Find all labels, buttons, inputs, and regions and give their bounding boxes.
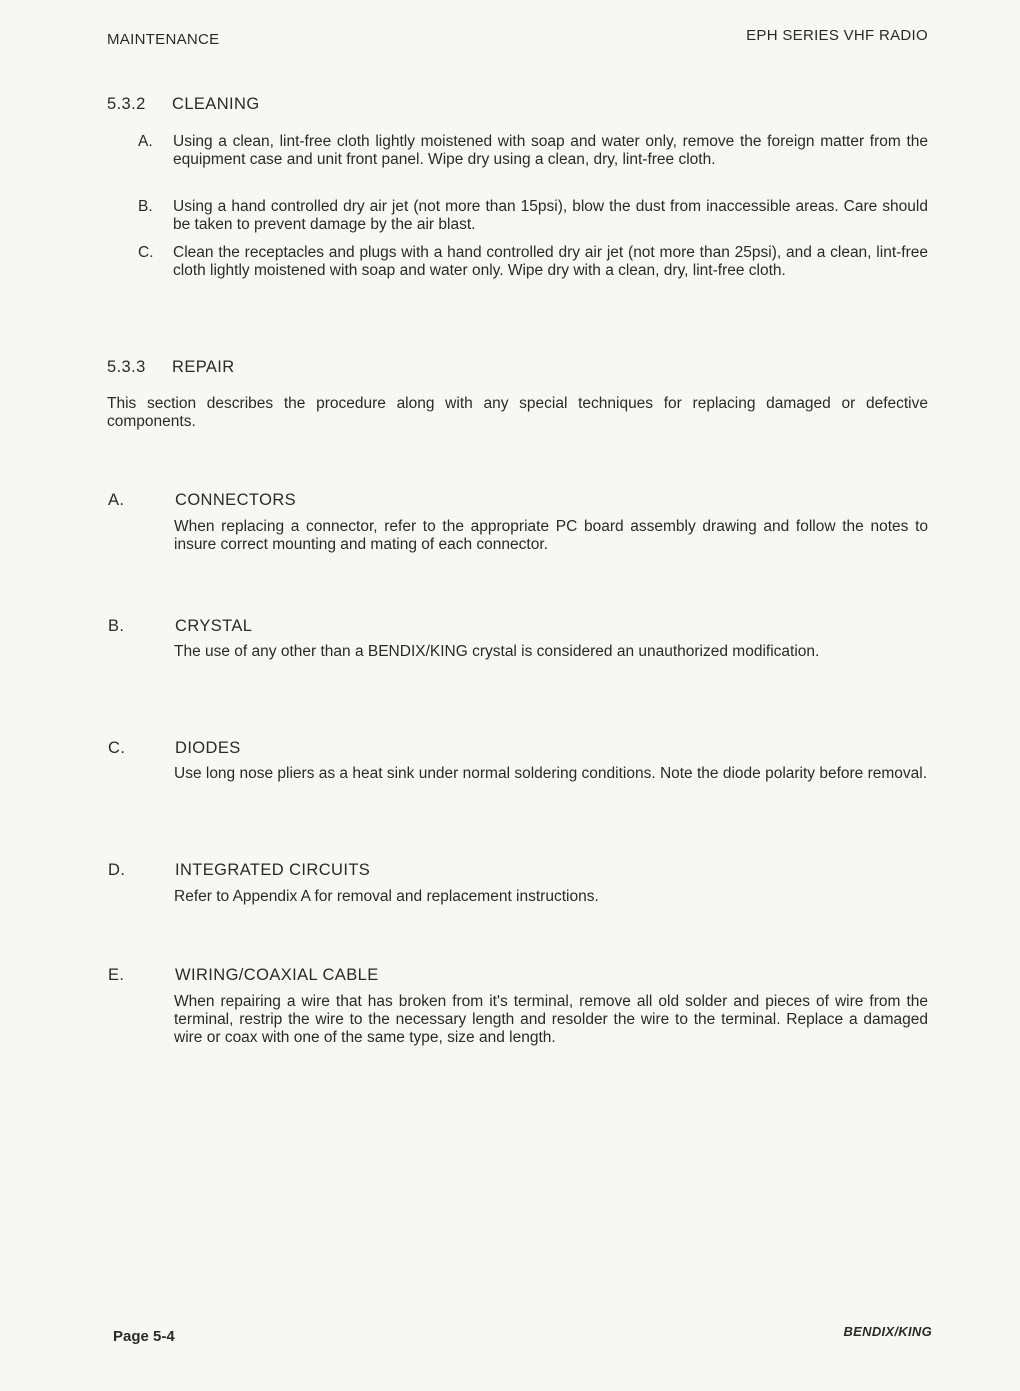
repair-sub-e-heading [108,966,379,985]
sub-letter: C. [108,739,126,757]
item-letter: C. [138,244,154,261]
cleaning-item-b [138,198,928,234]
running-header-title: EPH SERIES VHF RADIO [746,27,928,44]
sub-title: DIODES [175,739,241,757]
running-header-section: MAINTENANCE [107,31,220,48]
sub-title: INTEGRATED CIRCUITS [175,861,371,879]
cleaning-item-a [138,133,928,169]
sub-title: WIRING/COAXIAL CABLE [175,966,379,984]
sub-letter: E. [108,966,125,984]
repair-sub-a-heading [108,491,296,510]
cleaning-item-c [138,244,928,280]
repair-sub-c-heading [108,739,241,758]
section-title: CLEANING [172,95,260,113]
repair-sub-d-heading [108,861,370,880]
repair-sub-b-text: The use of any other than a BENDIX/KING crystal is considered an unauthorized modification. [174,643,820,660]
repair-sub-b-heading [108,617,252,636]
item-letter: B. [138,198,153,215]
section-number: 5.3.3 [107,358,146,376]
sub-letter: A. [108,491,125,509]
sub-title: CONNECTORS [175,491,297,509]
item-text: Clean the receptacles and plugs with a hand controlled dry air jet (not more than 25psi), and a clean, lint-free cloth lightly moistened with soap and water only. Wipe dry with a clean, dry, lint-free cloth. [173,244,928,279]
page-number: Page 5-4 [113,1328,175,1345]
sub-letter: B. [108,617,125,635]
repair-sub-a-text: When replacing a connector, refer to the appropriate PC board assembly drawing and follow the notes to insure correct mounting and mating of each connector. [174,518,928,553]
item-text: Using a clean, lint-free cloth lightly moistened with soap and water only, remove the foreign matter from the equipment case and unit front panel. Wipe dry using a clean, dry, lint-free cloth. [173,133,928,168]
repair-sub-e-text: When repairing a wire that has broken from it's terminal, remove all old solder and pieces of wire from the terminal, restrip the wire to the necessary length and resolder the wire to the terminal. Replace a damaged wire or coax with one of the same type, size and length. [174,993,928,1046]
sub-letter: D. [108,861,126,879]
item-text: Using a hand controlled dry air jet (not more than 15psi), blow the dust from inaccessible areas. Care should be taken to prevent damage by the air blast. [173,198,928,233]
section-number: 5.3.2 [107,95,146,113]
item-letter: A. [138,133,153,150]
sub-title: CRYSTAL [175,617,253,635]
repair-sub-c-text: Use long nose pliers as a heat sink under normal soldering conditions. Note the diode polarity before removal. [174,765,928,782]
brand-logo-text: BENDIX/KING [843,1324,932,1339]
section-title: REPAIR [172,358,235,376]
repair-intro: This section describes the procedure along with any special techniques for replacing damaged or defective components. [107,395,928,430]
cleaning-heading [107,95,260,114]
repair-heading [107,358,235,377]
repair-sub-d-text: Refer to Appendix A for removal and replacement instructions. [174,888,599,905]
